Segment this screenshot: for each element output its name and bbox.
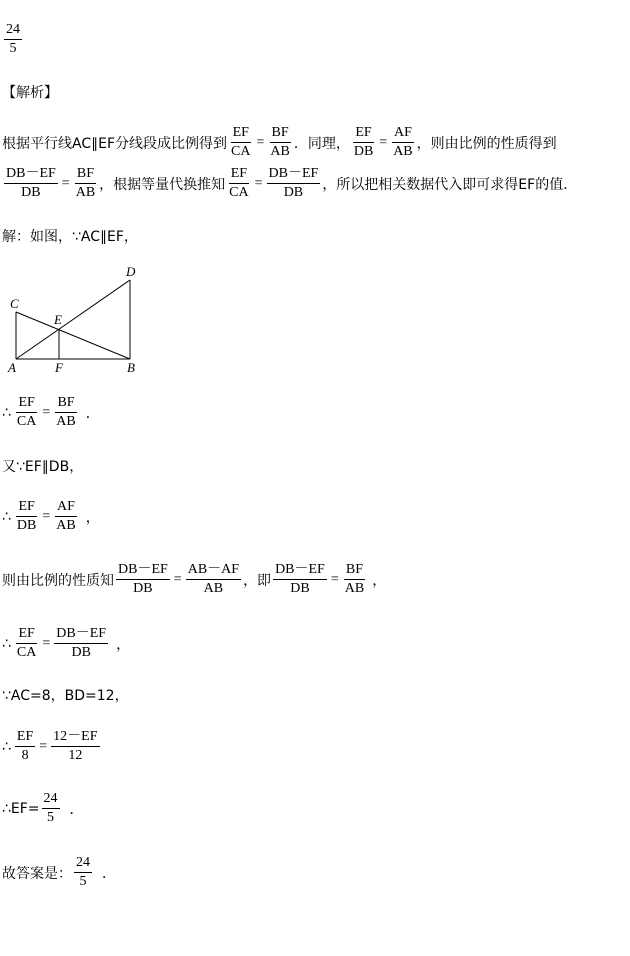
fraction <box>51 729 99 764</box>
point-label-c: C <box>10 296 19 311</box>
fraction <box>116 562 170 597</box>
fraction <box>227 166 250 201</box>
fraction-numerator: EF <box>229 166 249 184</box>
step-6: ∵AC=8，BD=12， <box>2 688 129 704</box>
fraction-denominator: DB <box>21 185 41 200</box>
fraction-numerator: AF <box>392 125 414 143</box>
point-label-f: F <box>55 360 63 375</box>
step-3 <box>2 499 100 534</box>
therefore-symbol: ∴ <box>2 738 11 755</box>
fraction <box>343 562 366 597</box>
equals-sign: = <box>256 134 265 150</box>
fraction-denominator: 8 <box>21 748 29 763</box>
fraction-numerator: DB－EF <box>116 562 170 580</box>
fraction <box>15 395 38 430</box>
fraction-denominator: AB <box>270 144 290 159</box>
equals-sign: = <box>42 635 51 651</box>
fraction <box>273 562 327 597</box>
fraction <box>54 626 108 661</box>
fraction-denominator: CA <box>229 185 249 200</box>
section-label: 【解析】 <box>2 85 58 101</box>
fraction-denominator: AB <box>75 185 96 200</box>
fraction-denominator: DB <box>283 185 304 200</box>
analysis-line-2 <box>2 166 577 201</box>
point-label-b: B <box>127 360 135 375</box>
fraction <box>54 499 77 534</box>
fraction-numerator: BF <box>55 395 76 413</box>
fraction-denominator: CA <box>231 144 251 159</box>
fraction-numerator: 24 <box>4 22 22 40</box>
therefore-symbol: ∴ <box>2 404 11 421</box>
point-label-a: A <box>8 360 16 375</box>
solution-intro: 解：如图，∵AC∥EF， <box>2 229 138 245</box>
step-1 <box>2 395 100 430</box>
fraction-denominator: CA <box>16 645 37 660</box>
fraction-numerator: EF <box>15 729 35 747</box>
step-punctuation: ． <box>102 865 116 882</box>
fraction-numerator: DB－EF <box>4 166 58 184</box>
fraction <box>267 166 321 201</box>
step-text: ，即 <box>243 572 272 589</box>
fraction-denominator: 5 <box>79 874 87 889</box>
analysis-text: ，则由比例的性质得到 <box>416 135 557 152</box>
step-5 <box>2 626 130 661</box>
equals-sign: = <box>42 508 51 524</box>
fraction-numerator: BF <box>270 125 291 143</box>
fraction-denominator: AB <box>344 581 365 596</box>
geometry-figure <box>0 262 150 377</box>
fraction-denominator: DB <box>71 645 91 660</box>
step-7 <box>2 729 102 764</box>
fraction-denominator: AB <box>203 581 224 596</box>
fraction-numerator: 12－EF <box>51 729 99 747</box>
therefore-symbol: ∴ <box>2 508 11 525</box>
analysis-text: 根据平行线AC∥EF分线段成比例得到 <box>2 135 228 152</box>
fraction-numerator: BF <box>344 562 365 580</box>
fraction-denominator: DB <box>290 581 310 596</box>
fraction-denominator: DB <box>133 581 153 596</box>
fraction-denominator: AB <box>393 144 413 159</box>
step-8 <box>2 791 84 826</box>
answer-top-fraction <box>4 22 22 57</box>
equals-sign: = <box>61 175 70 191</box>
fraction-numerator: 24 <box>42 791 60 809</box>
analysis-text: ．同理， <box>293 135 350 152</box>
fraction <box>54 395 77 430</box>
fraction-numerator: DB－EF <box>54 626 108 644</box>
fraction-numerator: DB－EF <box>267 166 321 184</box>
fraction-numerator: EF <box>16 626 36 644</box>
equals-sign: = <box>330 571 339 587</box>
answer-top <box>2 22 24 57</box>
step-punctuation: ， <box>85 509 100 526</box>
fraction <box>268 125 291 160</box>
step-4 <box>2 562 386 597</box>
step-punctuation: ， <box>372 572 387 589</box>
step-9 <box>2 855 116 890</box>
fraction-denominator: DB <box>353 144 374 159</box>
therefore-symbol: ∴ <box>2 635 11 652</box>
fraction-denominator: AB <box>56 518 76 533</box>
equals-sign: = <box>379 134 388 150</box>
step-text: 故答案是： <box>2 865 72 882</box>
fraction <box>74 166 97 201</box>
step-punctuation: ． <box>69 801 84 818</box>
equals-sign: = <box>173 571 182 587</box>
fraction-numerator: EF <box>353 125 373 143</box>
point-label-e: E <box>54 312 62 327</box>
fraction <box>15 729 35 764</box>
fraction-numerator: AB－AF <box>186 562 241 580</box>
fraction-denominator: 5 <box>9 41 17 56</box>
equals-sign: = <box>42 404 51 420</box>
fraction-denominator: CA <box>16 414 37 429</box>
fraction-denominator: DB <box>16 518 37 533</box>
fraction-numerator: AF <box>55 499 77 517</box>
fraction-numerator: EF <box>16 499 36 517</box>
analysis-text: ，根据等量代换推知 <box>99 176 226 193</box>
step-text: 则由比例的性质知 <box>2 572 114 589</box>
fraction <box>74 855 92 890</box>
fraction <box>15 626 38 661</box>
step-text: ∴EF= <box>2 800 40 817</box>
fraction-numerator: DB－EF <box>273 562 327 580</box>
fraction-denominator: 5 <box>47 810 55 825</box>
fraction-denominator: 12 <box>68 748 83 763</box>
fraction <box>15 499 38 534</box>
step-punctuation: ， <box>116 636 131 653</box>
fraction <box>4 166 58 201</box>
fraction <box>352 125 375 160</box>
equals-sign: = <box>254 175 263 191</box>
equals-sign: = <box>39 738 48 754</box>
fraction-numerator: 24 <box>74 855 92 873</box>
fraction <box>391 125 414 160</box>
fraction <box>186 562 241 597</box>
fraction-numerator: EF <box>16 395 36 413</box>
fraction <box>229 125 252 160</box>
step-punctuation: ． <box>85 405 100 422</box>
fraction-numerator: EF <box>231 125 251 143</box>
step-2: 又∵EF∥DB， <box>2 459 84 475</box>
point-label-d: D <box>126 264 136 279</box>
fraction-numerator: BF <box>75 166 96 184</box>
analysis-text: ，所以把相关数据代入即可求得EF的值． <box>322 176 578 193</box>
analysis-line-1 <box>2 125 557 160</box>
fraction <box>42 791 60 826</box>
fraction-denominator: AB <box>56 414 76 429</box>
